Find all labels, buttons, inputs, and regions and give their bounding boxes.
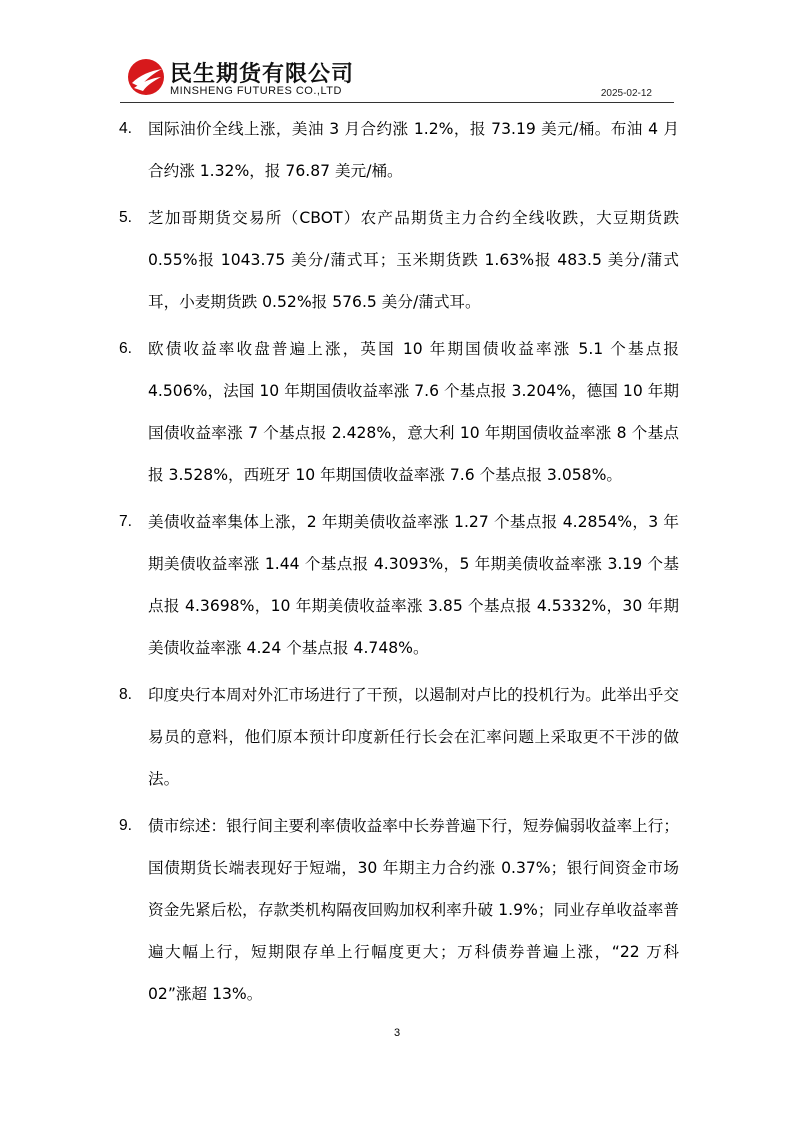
- list-item: [119, 501, 679, 669]
- list-item: [119, 328, 679, 496]
- header-divider: [120, 102, 674, 103]
- item-number: 9.: [119, 817, 133, 834]
- minsheng-logo-icon: [126, 57, 166, 97]
- report-date: 2025-02-12: [600, 88, 652, 99]
- page-number: 3: [393, 1027, 401, 1039]
- item-text: 欧债收益率收盘普遍上涨，英国 10 年期国债收益率涨 5.1 个基点报 4.506%，法国 10 年期国债收益率涨 7.6 个基点报 3.204%，德国 10 年期国债收益率涨 7 个基点报 2.428%，意大利 10 年期国债收益率涨 8 个基点报 3.528%，西班牙 10 年期国债收益率涨 7.6 个基点报 3.058%。: [148, 340, 679, 484]
- item-text: 印度央行本周对外汇市场进行了干预，以遏制对卢比的投机行为。此举出乎交易员的意料，他们原本预计印度新任行长会在汇率问题上采取更不干涉的做法。: [148, 686, 679, 788]
- list-item: [119, 108, 679, 192]
- company-name-cn: 民生期货有限公司: [170, 62, 355, 87]
- item-text: 债市综述：银行间主要利率债收益率中长券普遍下行，短券偏弱收益率上行；国债期货长端表现好于短端，30 年期主力合约涨 0.37%；银行间资金市场资金先紧后松，存款类机构隔夜回购加权利率升破 1.9%；同业存单收益率普遍大幅上行，短期限存单上行幅度更大；万科债券普遍上涨，“22 万科 02”涨超 13%。: [148, 817, 679, 1003]
- item-text: 美债收益率集体上涨，2 年期美债收益率涨 1.27 个基点报 4.2854%，3 年期美债收益率涨 1.44 个基点报 4.3093%，5 年期美债收益率涨 3.19 个基点报 4.3698%，10 年期美债收益率涨 3.85 个基点报 4.5332%，30 年期美债收益率涨 4.24 个基点报 4.748%。: [148, 513, 679, 657]
- item-text: 芝加哥期货交易所（CBOT）农产品期货主力合约全线收跌，大豆期货跌 0.55%报 1043.75 美分/蒲式耳；玉米期货跌 1.63%报 483.5 美分/蒲式耳，小麦期货跌 0.52%报 576.5 美分/蒲式耳。: [148, 209, 679, 311]
- item-number: 8.: [119, 686, 133, 703]
- item-number: 6.: [119, 340, 133, 357]
- list-item: [119, 805, 679, 1015]
- item-text: 国际油价全线上涨，美油 3 月合约涨 1.2%，报 73.19 美元/桶。布油 4 月合约涨 1.32%，报 76.87 美元/桶。: [148, 120, 679, 180]
- company-name-en: MINSHENG FUTURES CO.,LTD: [170, 85, 342, 97]
- list-item: [119, 197, 679, 323]
- item-number: 5.: [119, 209, 133, 226]
- news-list: [119, 108, 679, 1015]
- item-number: 4.: [119, 120, 133, 137]
- page-header: [122, 54, 674, 102]
- list-item: [119, 674, 679, 800]
- item-number: 7.: [119, 513, 133, 530]
